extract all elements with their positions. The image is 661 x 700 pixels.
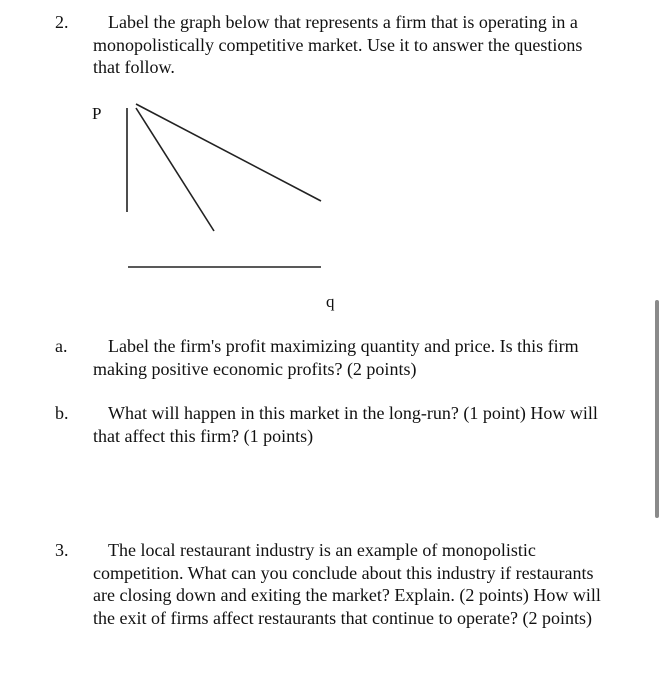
y-axis-label: P bbox=[92, 104, 102, 123]
x-axis-label: q bbox=[326, 292, 335, 311]
question-2a-text: Label the firm's profit maximizing quantity and price. Is this firm making positive economic profits? (2 points) bbox=[93, 336, 579, 379]
question-2b-letter: b. bbox=[55, 403, 69, 423]
question-2-number: 2. bbox=[55, 12, 69, 32]
graph bbox=[0, 0, 661, 330]
question-2a-letter: a. bbox=[55, 336, 68, 356]
question-2b-text: What will happen in this market in the long-run? (1 point) How will that affect this firm? (1 points) bbox=[93, 403, 598, 446]
question-2-text: Label the graph below that represents a firm that is operating in a monopolistically competitive market. Use it to answer the questions that follow. bbox=[93, 12, 583, 77]
vertical-scrollbar[interactable] bbox=[655, 300, 659, 518]
question-3-text: The local restaurant industry is an example of monopolistic competition. What can you conclude about this industry if restaurants are closing down and exiting the market? Explain. (2 points) How will the exit of firms affect restaurants that continue to operate? (2 points) bbox=[93, 540, 601, 628]
question-3-number: 3. bbox=[55, 540, 69, 560]
marginal-revenue-curve bbox=[136, 108, 214, 231]
